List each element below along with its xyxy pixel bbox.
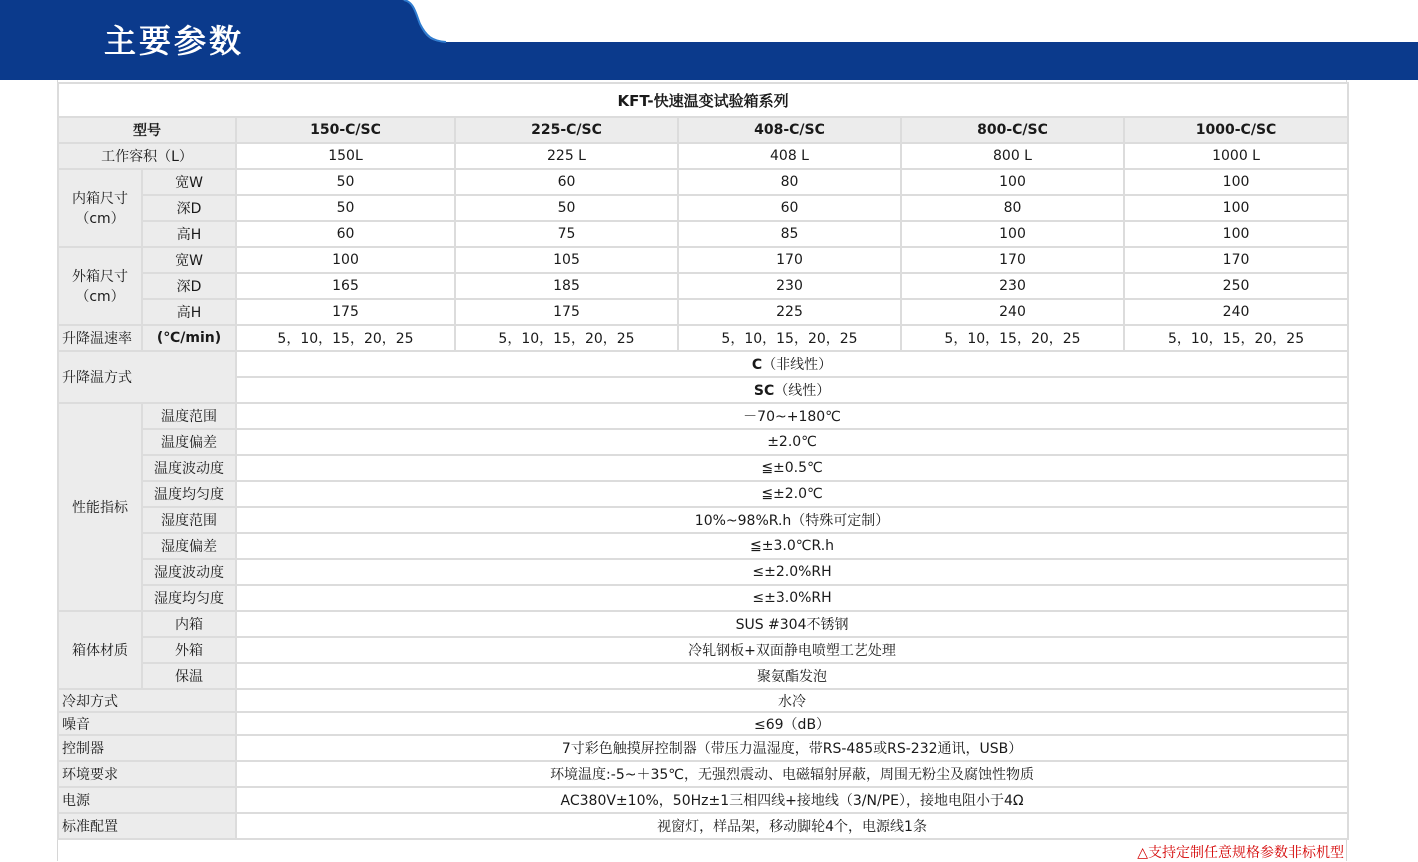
rate-cell: 5，10，15，20，25 bbox=[455, 325, 678, 351]
outer-size-label-line2: （cm） bbox=[75, 289, 125, 305]
noise-row bbox=[58, 712, 1348, 735]
inner-size-cell: 60 bbox=[678, 195, 901, 221]
material-label: 箱体材质 bbox=[58, 611, 142, 689]
inner-size-row bbox=[58, 195, 1348, 221]
outer-size-row bbox=[58, 299, 1348, 325]
outer-size-sub-label: 深D bbox=[142, 273, 236, 299]
performance-label: 性能指标 bbox=[58, 403, 142, 611]
outer-size-cell: 230 bbox=[901, 273, 1124, 299]
volume-cell: 1000 L bbox=[1124, 143, 1348, 169]
mode-sc-code: SC bbox=[753, 383, 775, 399]
model-header: 1000-C/SC bbox=[1124, 117, 1348, 143]
inner-size-cell: 100 bbox=[1124, 169, 1348, 195]
environment-value: 环境温度:-5~＋35℃，无强烈震动、电磁辐射屏蔽，周围无粉尘及腐蚀性物质 bbox=[236, 761, 1348, 787]
outer-size-cell: 175 bbox=[455, 299, 678, 325]
outer-size-cell: 240 bbox=[1124, 299, 1348, 325]
performance-row bbox=[58, 533, 1348, 559]
cooling-row bbox=[58, 689, 1348, 712]
volume-cell: 150L bbox=[236, 143, 455, 169]
performance-value: ±2.0℃ bbox=[236, 429, 1348, 455]
model-header: 800-C/SC bbox=[901, 117, 1124, 143]
controller-label: 控制器 bbox=[58, 735, 236, 761]
performance-value: ≦±0.5℃ bbox=[236, 455, 1348, 481]
performance-row bbox=[58, 481, 1348, 507]
inner-size-cell: 100 bbox=[901, 221, 1124, 247]
outer-size-cell: 170 bbox=[678, 247, 901, 273]
performance-row bbox=[58, 429, 1348, 455]
performance-row bbox=[58, 559, 1348, 585]
noise-value: ≤69（dB） bbox=[236, 712, 1348, 735]
page-title: 主要参数 bbox=[104, 22, 245, 60]
outer-size-sub-label: 高H bbox=[142, 299, 236, 325]
inner-size-group-label bbox=[58, 169, 142, 247]
mode-c-code: C bbox=[751, 357, 763, 373]
performance-value: ≤±2.0%RH bbox=[236, 559, 1348, 585]
outer-size-cell: 230 bbox=[678, 273, 901, 299]
mode-row bbox=[58, 351, 1348, 377]
model-row bbox=[58, 117, 1348, 143]
outer-size-cell: 175 bbox=[236, 299, 455, 325]
volume-cell: 408 L bbox=[678, 143, 901, 169]
mode-c-cell bbox=[236, 351, 1348, 377]
outer-size-row bbox=[58, 273, 1348, 299]
power-row bbox=[58, 787, 1348, 813]
cooling-value: 水冷 bbox=[236, 689, 1348, 712]
custom-spec-note: △支持定制任意规格参数非标机型 bbox=[1137, 845, 1344, 861]
inner-size-cell: 80 bbox=[678, 169, 901, 195]
material-sub-label: 保温 bbox=[142, 663, 236, 689]
outer-size-cell: 240 bbox=[901, 299, 1124, 325]
performance-sub-label: 温度均匀度 bbox=[142, 481, 236, 507]
material-value: 聚氨酯发泡 bbox=[236, 663, 1348, 689]
inner-size-cell: 50 bbox=[236, 195, 455, 221]
rate-label: 升降温速率 bbox=[58, 325, 142, 351]
performance-sub-label: 温度偏差 bbox=[142, 429, 236, 455]
outer-size-cell: 105 bbox=[455, 247, 678, 273]
cooling-label: 冷却方式 bbox=[58, 689, 236, 712]
material-row bbox=[58, 637, 1348, 663]
mode-sc-desc: （线性） bbox=[774, 383, 831, 399]
power-label: 电源 bbox=[58, 787, 236, 813]
standard-row bbox=[58, 813, 1348, 839]
standard-label: 标准配置 bbox=[58, 813, 236, 839]
model-label: 型号 bbox=[58, 117, 236, 143]
controller-row bbox=[58, 735, 1348, 761]
outer-size-cell: 225 bbox=[678, 299, 901, 325]
model-header: 225-C/SC bbox=[455, 117, 678, 143]
performance-sub-label: 温度范围 bbox=[142, 403, 236, 429]
mode-sc-cell bbox=[236, 377, 1348, 403]
outer-size-group-label bbox=[58, 247, 142, 325]
model-header: 150-C/SC bbox=[236, 117, 455, 143]
header-banner bbox=[0, 0, 1418, 80]
rate-row bbox=[58, 325, 1348, 351]
inner-size-row bbox=[58, 169, 1348, 195]
mode-c-desc: （非线性） bbox=[762, 357, 833, 373]
performance-sub-label: 湿度偏差 bbox=[142, 533, 236, 559]
mode-label: 升降温方式 bbox=[58, 351, 236, 403]
inner-size-cell: 100 bbox=[901, 169, 1124, 195]
volume-cell: 800 L bbox=[901, 143, 1124, 169]
table-title-row bbox=[58, 83, 1348, 117]
volume-row bbox=[58, 143, 1348, 169]
inner-size-cell: 50 bbox=[236, 169, 455, 195]
inner-size-cell: 100 bbox=[1124, 221, 1348, 247]
inner-size-cell: 85 bbox=[678, 221, 901, 247]
rate-cell: 5，10，15，20，25 bbox=[678, 325, 901, 351]
inner-size-cell: 75 bbox=[455, 221, 678, 247]
performance-row bbox=[58, 507, 1348, 533]
inner-size-sub-label: 高H bbox=[142, 221, 236, 247]
performance-sub-label: 温度波动度 bbox=[142, 455, 236, 481]
volume-cell: 225 L bbox=[455, 143, 678, 169]
outer-size-cell: 170 bbox=[901, 247, 1124, 273]
environment-row bbox=[58, 761, 1348, 787]
controller-value: 7寸彩色触摸屏控制器（带压力温湿度，带RS-485或RS-232通讯，USB） bbox=[236, 735, 1348, 761]
outer-size-sub-label: 宽W bbox=[142, 247, 236, 273]
material-value: 冷轧钢板+双面静电喷塑工艺处理 bbox=[236, 637, 1348, 663]
performance-sub-label: 湿度波动度 bbox=[142, 559, 236, 585]
inner-size-label-line1: 内箱尺寸 bbox=[72, 191, 128, 207]
noise-label: 噪音 bbox=[58, 712, 236, 735]
outer-size-cell: 165 bbox=[236, 273, 455, 299]
performance-sub-label: 湿度均匀度 bbox=[142, 585, 236, 611]
outer-size-row bbox=[58, 247, 1348, 273]
material-sub-label: 外箱 bbox=[142, 637, 236, 663]
rate-unit: (℃/min) bbox=[142, 325, 236, 351]
inner-size-cell: 60 bbox=[236, 221, 455, 247]
inner-size-sub-label: 宽W bbox=[142, 169, 236, 195]
material-value: SUS #304不锈钢 bbox=[236, 611, 1348, 637]
rate-cell: 5，10，15，20，25 bbox=[901, 325, 1124, 351]
performance-value: ≦±2.0℃ bbox=[236, 481, 1348, 507]
performance-row bbox=[58, 403, 1348, 429]
performance-sub-label: 湿度范围 bbox=[142, 507, 236, 533]
performance-value: ≤±3.0%RH bbox=[236, 585, 1348, 611]
inner-size-label-line2: （cm） bbox=[75, 211, 125, 227]
rate-cell: 5，10，15，20，25 bbox=[1124, 325, 1348, 351]
outer-size-cell: 250 bbox=[1124, 273, 1348, 299]
material-row bbox=[58, 611, 1348, 637]
inner-size-cell: 60 bbox=[455, 169, 678, 195]
material-row bbox=[58, 663, 1348, 689]
power-value: AC380V±10%，50Hz±1三相四线+接地线（3/N/PE），接地电阻小于4Ω bbox=[236, 787, 1348, 813]
model-header: 408-C/SC bbox=[678, 117, 901, 143]
performance-value: －70~+180℃ bbox=[236, 403, 1348, 429]
environment-label: 环境要求 bbox=[58, 761, 236, 787]
rate-cell: 5，10，15，20，25 bbox=[236, 325, 455, 351]
table-title: KFT-快速温变试验箱系列 bbox=[58, 83, 1348, 117]
mode-row bbox=[58, 377, 1348, 403]
inner-size-cell: 80 bbox=[901, 195, 1124, 221]
standard-value: 视窗灯，样品架，移动脚轮4个，电源线1条 bbox=[236, 813, 1348, 839]
outer-size-label-line1: 外箱尺寸 bbox=[72, 269, 128, 285]
inner-size-row bbox=[58, 221, 1348, 247]
performance-row bbox=[58, 585, 1348, 611]
spec-table bbox=[57, 82, 1349, 840]
inner-size-sub-label: 深D bbox=[142, 195, 236, 221]
performance-value: ≦±3.0℃R.h bbox=[236, 533, 1348, 559]
outer-size-cell: 100 bbox=[236, 247, 455, 273]
outer-size-cell: 185 bbox=[455, 273, 678, 299]
material-sub-label: 内箱 bbox=[142, 611, 236, 637]
outer-size-cell: 170 bbox=[1124, 247, 1348, 273]
performance-row bbox=[58, 455, 1348, 481]
inner-size-cell: 100 bbox=[1124, 195, 1348, 221]
inner-size-cell: 50 bbox=[455, 195, 678, 221]
volume-label: 工作容积（L） bbox=[58, 143, 236, 169]
performance-value: 10%~98%R.h（特殊可定制） bbox=[236, 507, 1348, 533]
